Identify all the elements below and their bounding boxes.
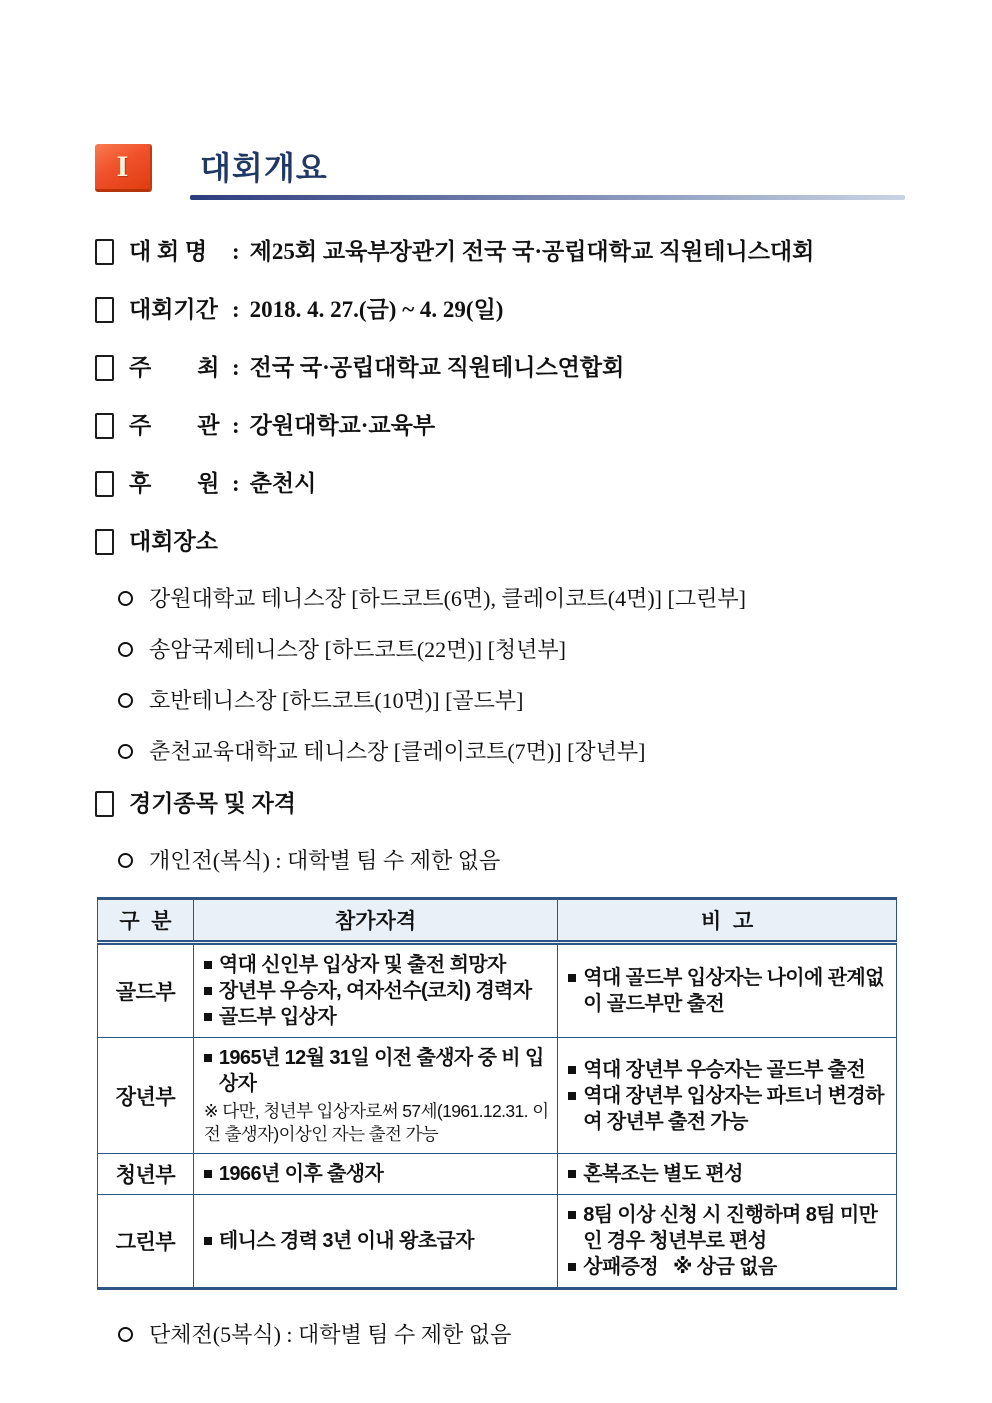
venue-list (118, 584, 904, 767)
remarks-cell (558, 1154, 897, 1195)
info-label: 대 회 명 (129, 239, 208, 264)
info-item-sponsor (95, 468, 904, 499)
square-bullet-icon (568, 1170, 576, 1178)
qualification-text: 역대 신인부 입상자 및 출전 희망자 (218, 954, 506, 976)
qualification-note: ※ 다만, 청년부 입상자로써 57세(1961.12.31. 이전 출생자)이상인 자는 출전 가능 (203, 1101, 549, 1145)
square-bullet-icon (204, 987, 212, 995)
info-item-tournament-period (95, 294, 904, 325)
qualification-text: 1965년 12월 31일 이전 출생자 중 비 입상자 (218, 1047, 544, 1095)
info-item-organizer (95, 410, 904, 441)
info-value: 전국 국·공립대학교 직원테니스연합회 (249, 355, 625, 380)
section-numeral-badge (95, 144, 152, 192)
qualification-text: 장년부 우승자, 여자선수(코치) 경력자 (218, 980, 532, 1002)
remark-item (568, 1083, 888, 1135)
division-cell: 그린부 (98, 1195, 194, 1289)
remarks-cell (558, 943, 897, 1038)
venue-text: 호반테니스장 [하드코트(10면)] [골드부] (149, 688, 524, 713)
remark-text: 역대 장년부 입상자는 파트너 변경하여 장년부 출전 가능 (583, 1084, 884, 1133)
square-bullet-icon (568, 1211, 576, 1219)
square-bullet-icon (204, 1013, 212, 1021)
checkbox-icon (95, 355, 114, 381)
table-row-gold (98, 943, 897, 1038)
page-title: 대회개요 (200, 150, 328, 186)
square-bullet-icon (204, 961, 212, 969)
venue-item (118, 737, 904, 767)
column-header-qualification: 참가자격 (193, 899, 557, 943)
remark-item (568, 1161, 888, 1187)
info-item-host (95, 352, 904, 383)
events-section-heading (95, 788, 904, 819)
individual-event-text: 개인전(복식) : 대학별 팀 수 제한 없음 (149, 848, 501, 873)
info-list (95, 236, 904, 876)
circle-bullet-icon (118, 642, 133, 657)
title-underline (190, 195, 905, 200)
division-cell: 장년부 (98, 1038, 194, 1154)
info-item-tournament-name (95, 236, 904, 267)
venue-text: 강원대학교 테니스장 [하드코트(6면), 클레이코트(4면)] [그린부] (149, 586, 746, 611)
qualification-cell (193, 1195, 557, 1289)
remark-text: 상패증정 ※ 상금 없음 (583, 1256, 777, 1279)
circle-bullet-icon (118, 591, 133, 606)
square-bullet-icon (568, 1066, 576, 1074)
remark-text: 역대 골드부 입상자는 나이에 관계없이 골드부만 출전 (583, 967, 884, 1015)
circle-bullet-icon (118, 693, 133, 708)
square-bullet-icon (568, 1092, 576, 1100)
qualification-cell (193, 943, 557, 1038)
info-value: 2018. 4. 27.(금) ~ 4. 29(일) (249, 297, 504, 322)
remarks-cell (558, 1195, 897, 1289)
table-row-senior (98, 1038, 897, 1154)
remark-item (568, 965, 888, 1017)
remark-text: 혼복조는 별도 편성 (583, 1163, 743, 1186)
colon-separator: : (232, 239, 240, 264)
circle-bullet-icon (118, 853, 133, 868)
qualification-text: 테니스 경력 3년 이내 왕초급자 (218, 1230, 474, 1253)
qualification-text: 골드부 입상자 (218, 1006, 337, 1028)
qualification-item (204, 1045, 549, 1097)
colon-separator: : (232, 413, 240, 438)
remark-text: 8팀 이상 신청 시 진행하며 8팀 미만인 경우 청년부로 편성 (583, 1204, 878, 1253)
checkbox-icon (95, 529, 114, 555)
venue-item (118, 635, 904, 665)
qualification-item (204, 952, 549, 978)
remarks-cell (558, 1038, 897, 1154)
colon-separator: : (232, 471, 240, 496)
qualification-cell (193, 1154, 557, 1195)
individual-event-item (118, 846, 904, 876)
section-numeral: I (116, 149, 129, 183)
square-bullet-icon (568, 1263, 576, 1271)
checkbox-icon (95, 413, 114, 439)
qualification-item (204, 978, 549, 1004)
checkbox-icon (95, 791, 114, 817)
info-label: 후 원 (129, 471, 220, 496)
events-section-title: 경기종목 및 자격 (129, 791, 297, 816)
circle-bullet-icon (118, 744, 133, 759)
square-bullet-icon (568, 974, 576, 982)
circle-bullet-icon (118, 1327, 133, 1342)
column-header-remarks: 비 고 (558, 899, 897, 943)
division-cell: 청년부 (98, 1154, 194, 1195)
info-value: 춘천시 (249, 471, 317, 496)
info-value: 강원대학교·교육부 (249, 413, 436, 438)
venue-section-heading (95, 526, 904, 557)
colon-separator: : (232, 297, 240, 322)
remark-item (568, 1202, 888, 1254)
qualification-item (204, 1004, 549, 1030)
remark-text: 역대 장년부 우승자는 골드부 출전 (583, 1058, 866, 1081)
checkbox-icon (95, 471, 114, 497)
square-bullet-icon (204, 1170, 212, 1178)
info-label: 대회기간 (129, 297, 218, 322)
venue-item (118, 686, 904, 716)
table-row-youth (98, 1154, 897, 1195)
venue-text: 송암국제테니스장 [하드코트(22면)] [청년부] (149, 637, 566, 662)
qualification-item (204, 1228, 549, 1254)
events-list (118, 846, 904, 876)
qualification-cell (193, 1038, 557, 1154)
division-cell: 골드부 (98, 943, 194, 1038)
checkbox-icon (95, 297, 114, 323)
section-header (95, 143, 904, 193)
square-bullet-icon (204, 1054, 212, 1062)
checkbox-icon (95, 239, 114, 265)
team-event-item (118, 1320, 904, 1350)
column-header-division: 구 분 (98, 899, 194, 943)
venue-text: 춘천교육대학교 테니스장 [클레이코트(7면)] [장년부] (149, 739, 646, 764)
square-bullet-icon (204, 1237, 212, 1245)
colon-separator: : (232, 355, 240, 380)
qualification-table (97, 897, 897, 1290)
qualification-item (204, 1161, 549, 1187)
remark-item (568, 1254, 888, 1280)
table-row-green (98, 1195, 897, 1289)
remark-item (568, 1057, 888, 1083)
venue-section-title: 대회장소 (129, 529, 218, 554)
table-header-row (98, 899, 897, 943)
venue-item (118, 584, 904, 614)
team-event-text: 단체전(5복식) : 대학별 팀 수 제한 없음 (149, 1322, 512, 1348)
info-label: 주 관 (129, 413, 220, 438)
qualification-text: 1966년 이후 출생자 (218, 1163, 384, 1186)
info-value: 제25회 교육부장관기 전국 국·공립대학교 직원테니스대회 (249, 239, 815, 264)
info-label: 주 최 (129, 355, 220, 380)
